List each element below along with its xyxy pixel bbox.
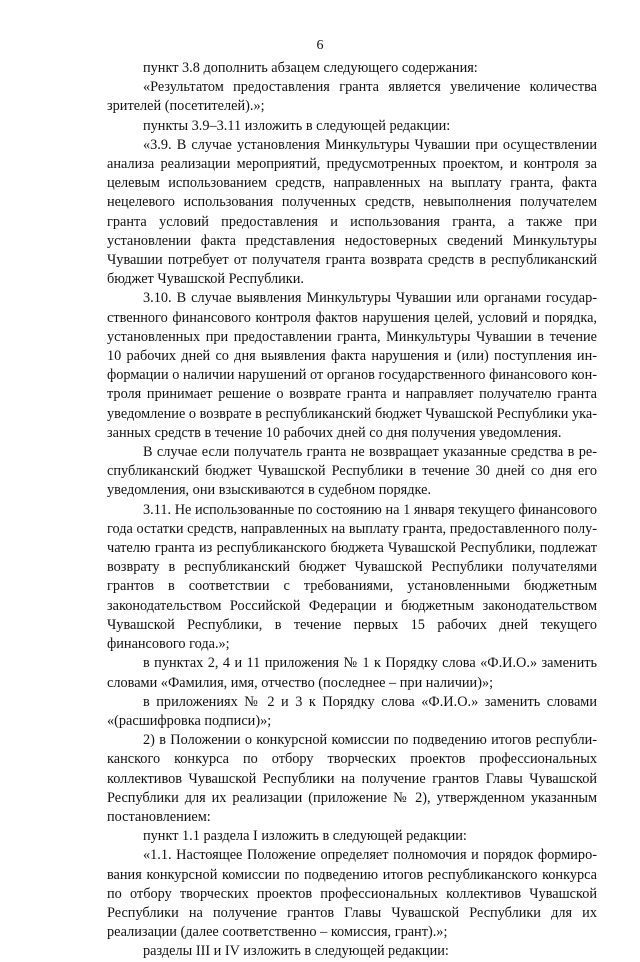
paragraph: «1.1. Настоящее Положение определяет полномочия и порядок формирования конкурсной комиссии по подведению итогов республиканского конкурса по отбору творческих проектов профессиональных коллективов Чувашской Республики на получение грантов Главы Чувашской Республики для их реализации (далее соответственно – комиссия, грант).»; (107, 847, 597, 941)
page-number: 6 (316, 38, 324, 53)
paragraph: 3.11. Не использованные по состоянию на 1 января текущего финансового года остатки средств, направленных на выплату гранта, предоставленного получателю гранта из республиканского бюджета Чувашской Республики, подлежат возврату в республиканский бюджет Чувашской Республики получателями грантов в соответствии с требованиями, установленными бюджетным законодательством Российской Федерации и бюджетным законодательством Чувашской Республики, в течение первых 15 рабочих дней текущего финансового года.»; (107, 501, 597, 653)
paragraph: пункт 3.8 дополнить абзацем следующего содержания: (143, 60, 478, 76)
paragraph: разделы III и IV изложить в следующей редакции: (143, 943, 449, 960)
paragraph: пункты 3.9–3.11 изложить в следующей редакции: (143, 117, 451, 134)
paragraph: «Результатом предоставления гранта является увеличение количества зрителей (посетителей).»; (107, 79, 597, 115)
paragraph: 3.10. В случае выявления Минкультуры Чувашии или органами государственного финансового контроля фактов нарушения целей, условий и порядка, установленных при предоставлении гранта, Минкультуры Чувашии в течение 10 рабочих дней со дня выявления факта нарушения и (или) поступления информации о наличии нарушений от органов государственного финансового контроля принимает решение о возврате гранта и направляет получателю гранта уведомление о возврате в республиканский бюджет Чувашской Республики указанных средств в течение 10 рабочих дней со дня получения уведомления. (107, 290, 597, 441)
paragraph: «3.9. В случае установления Минкультуры Чувашии при осуществлении анализа реализации мероприятий, предусмотренных проектом, и контроля за целевым использованием средств, направленных на выплату гранта, факта нецелевого использования полученных средств, невыполнения получателем гранта условий предоставления и использования гранта, а также при установлении факта представления недостоверных сведений Минкультуры Чувашии потребует от получателя гранта возврата средств в республиканский бюджет Чувашской Республики. (107, 136, 597, 288)
paragraph: пункт 1.1 раздела I изложить в следующей редакции: (143, 828, 467, 845)
paragraph: в приложениях № 2 и 3 к Порядку слова «Ф.И.О.» заменить словами «(расшифровка подписи)»; (107, 693, 597, 729)
paragraph: В случае если получатель гранта не возвращает указанные средства в республиканский бюджет Чувашской Республики в течение 30 дней со дня его уведомления, они взыскиваются в судебном порядке. (107, 444, 597, 499)
document-body (107, 59, 597, 962)
paragraph: 2) в Положении о конкурсной комиссии по подведению итогов республиканского конкурса по отбору творческих проектов профессиональных коллективов Чувашской Республики на получение грантов Главы Чувашской Республики для их реализации (приложение № 2), утвержденном указанным постановлением: (107, 732, 597, 825)
paragraph: в пунктах 2, 4 и 11 приложения № 1 к Порядку слова «Ф.И.О.» заменить словами «Фамилия, имя, отчество (последнее – при наличии)»; (107, 655, 597, 691)
